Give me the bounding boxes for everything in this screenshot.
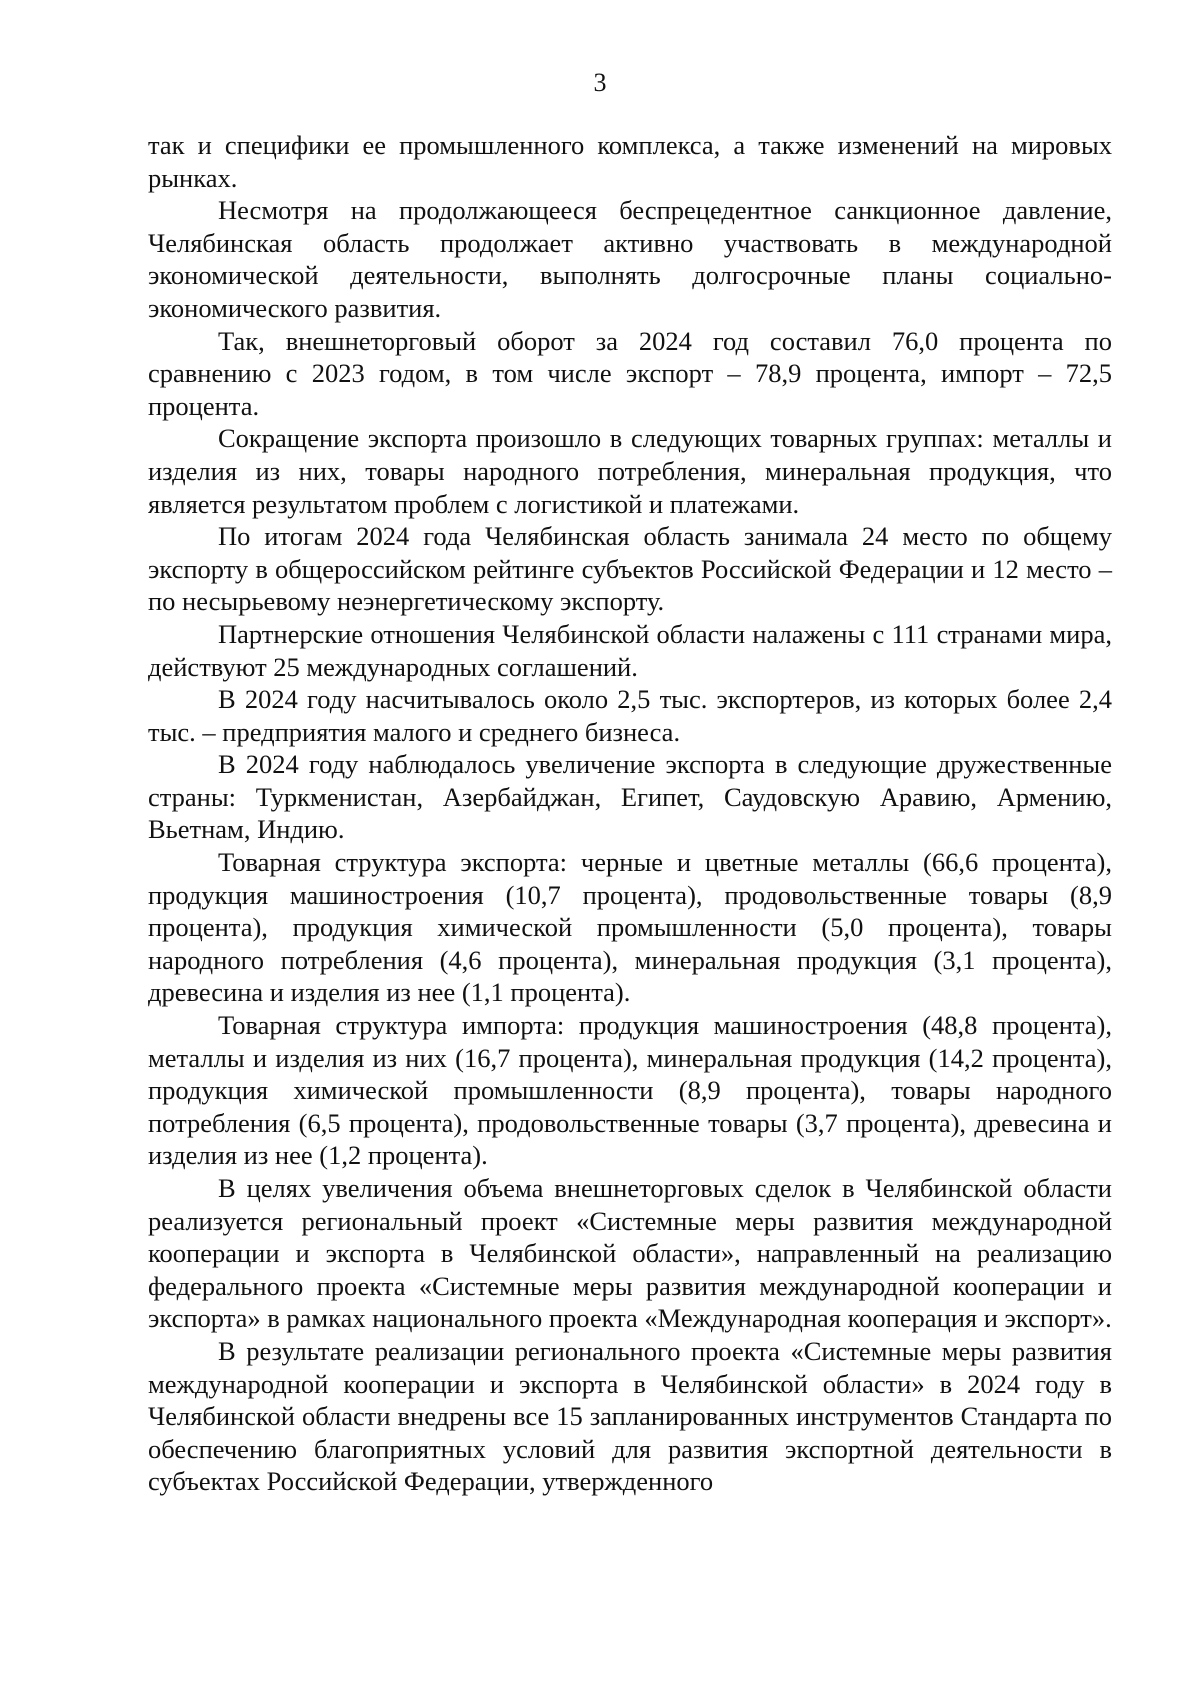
paragraph-1: так и специфики ее промышленного комплекса, а также изменений на мировых рынках.: [148, 130, 1112, 193]
paragraph-10: Товарная структура импорта: продукция машиностроения (48,8 процента), металлы и изделия из них (16,7 процента), минеральная продукция (14,2 процента), продукция химической промышленности (8,9 процента), товары народного потребления (6,5 процента), продовольственные товары (3,7 процента), древесина и изделия из нее (1,2 процента).: [148, 1010, 1112, 1171]
document-body: [148, 129, 1112, 1498]
paragraph-6: Партнерские отношения Челябинской области налажены с 111 странами мира, действуют 25 международных соглашений.: [148, 618, 1112, 682]
paragraph-12: В результате реализации регионального проекта «Системные меры развития международной кооперации и экспорта в Челябинской области» в 2024 году в Челябинской области внедрены все 15 запланированных инструментов Стандарта по обеспечению благоприятных условий для развития экспортной деятельности в субъектах Российской Федерации, утвержденного: [148, 1335, 1112, 1497]
paragraph-9: Товарная структура экспорта: черные и цветные металлы (66,6 процента), продукция машиностроения (10,7 процента), продовольственные товары (8,9 процента), продукция химической промышленности (5,0 процента), товары народного потребления (4,6 процента), минеральная продукция (3,1 процента), древесина и изделия из нее (1,1 процента).: [148, 847, 1112, 1008]
page-number: 3: [593, 68, 607, 97]
paragraph-2: Несмотря на продолжающееся беспрецедентное санкционное давление, Челябинская область продолжает активно участвовать в международной экономической деятельности, выполнять долгосрочные планы социально-экономического развития.: [148, 195, 1112, 323]
paragraph-8: В 2024 году наблюдалось увеличение экспорта в следующие дружественные страны: Туркменистан, Азербайджан, Египет, Саудовскую Аравию, Армению, Вьетнам, Индию.: [148, 749, 1112, 845]
paragraph-7: В 2024 году насчитывалось около 2,5 тыс. экспортеров, из которых более 2,4 тыс. – предприятия малого и среднего бизнеса.: [148, 684, 1112, 747]
paragraph-3: Так, внешнеторговый оборот за 2024 год составил 76,0 процента по сравнению с 2023 годом, в том числе экспорт – 78,9 процента, импорт – 72,5 процента.: [148, 325, 1112, 421]
paragraph-11: В целях увеличения объема внешнеторговых сделок в Челябинской области реализуется региональный проект «Системные меры развития международной кооперации и экспорта в Челябинской области», направленный на реализацию федерального проекта «Системные меры развития международной кооперации и экспорта» в рамках национального проекта «Международная кооперация и экспорт».: [148, 1173, 1112, 1334]
paragraph-4: Сокращение экспорта произошло в следующих товарных группах: металлы и изделия из них, товары народного потребления, минеральная продукция, что является результатом проблем с логистикой и платежами.: [148, 423, 1112, 519]
paragraph-5: По итогам 2024 года Челябинская область занимала 24 место по общему экспорту в общероссийском рейтинге субъектов Российской Федерации и 12 место – по несырьевому неэнергетическому экспорту.: [148, 521, 1112, 617]
